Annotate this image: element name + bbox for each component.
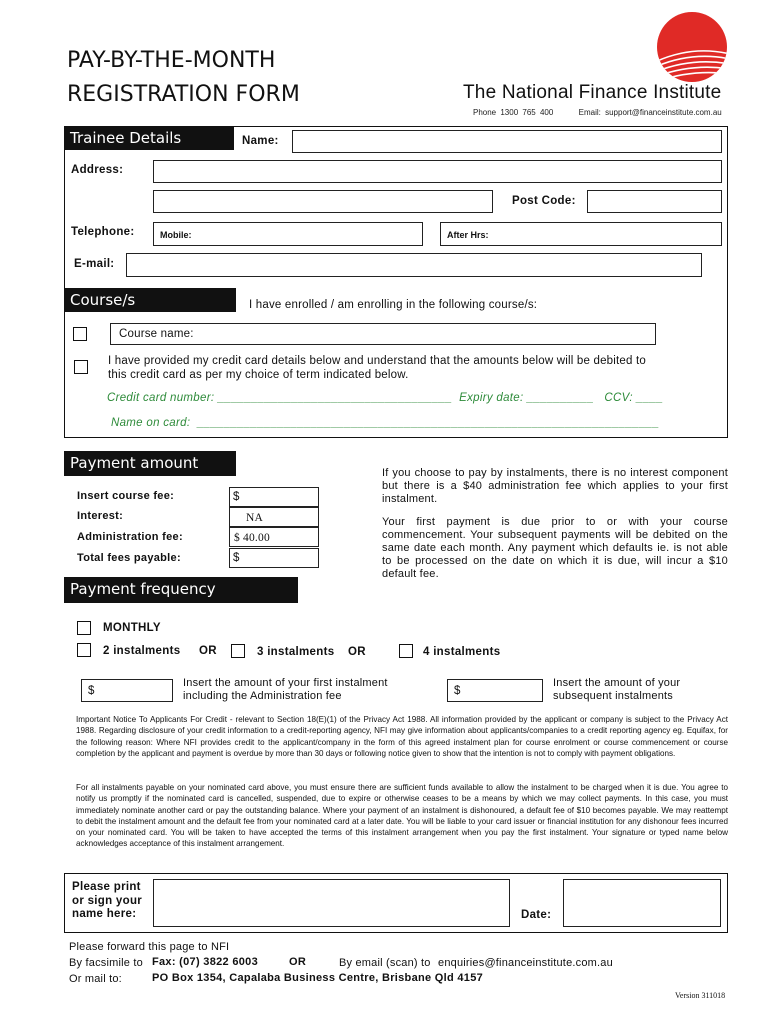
nfi-logo-icon	[655, 10, 730, 85]
trainee-details-heading: Trainee Details	[64, 126, 234, 150]
first-instalment-value: $	[88, 685, 95, 697]
consent-checkbox[interactable]	[74, 360, 88, 374]
total-fees-label: Total fees payable:	[77, 552, 181, 564]
mobile-input[interactable]	[153, 222, 423, 246]
footer-email[interactable]: enquiries@financeinstitute.com.au	[438, 957, 613, 969]
address-input-line1[interactable]	[153, 160, 722, 183]
course-fee-label: Insert course fee:	[77, 490, 175, 502]
courses-intro: I have enrolled / am enrolling in the following course/s:	[249, 299, 538, 311]
form-title-line2: REGISTRATION FORM	[67, 82, 300, 107]
course-fee-value: $	[233, 491, 240, 503]
email-prefix: By email (scan) to	[339, 957, 431, 969]
courses-heading: Course/s	[64, 288, 236, 312]
postcode-input[interactable]	[587, 190, 722, 213]
date-label: Date:	[521, 909, 552, 921]
total-fees-input[interactable]	[229, 548, 319, 568]
fax-number: Fax: (07) 3822 6003	[152, 956, 258, 968]
course-fee-input[interactable]	[229, 487, 319, 507]
first-instalment-input[interactable]	[81, 679, 173, 702]
instalment-info-1: If you choose to pay by instalments, there is no interest component but there is a $40 administration fee which applies to your first instalment.	[382, 467, 728, 505]
signature-input[interactable]	[153, 879, 510, 927]
telephone-label: Telephone:	[71, 226, 135, 238]
date-input[interactable]	[563, 879, 721, 927]
admin-fee-box	[229, 527, 319, 547]
three-instalments-label: 3 instalments	[257, 646, 335, 658]
monthly-checkbox[interactable]	[77, 621, 91, 635]
total-fees-value: $	[233, 552, 240, 564]
course-name-input[interactable]	[110, 323, 656, 345]
monthly-label: MONTHLY	[103, 622, 161, 634]
two-instalments-checkbox[interactable]	[77, 643, 91, 657]
instalment-terms: For all instalments payable on your nominated card above, you must ensure there are sufficient funds available to allow the instalment to be charged when it is due. You agree to notify us promptly if the nominated card is cancelled, suspended, due to expire or otherwise ceases to be a means by which we may collect payments. In this case, you must immediately nominate another card or pay the outstanding balance. Where your payment of an instalment is dishonoured, a default fee of $10 becomes payable. We may reattempt to debit the instalment amount and the default fee from your nominated card at a later date. You will be liable to your card issuer or financial institution for any dishonour fees incurred on your nominated card. You will be taken to have accepted the terms of this instalment arrangement when you pay the first instalment. Your signature or typed name below acknowledges acceptance of this instalment arrangement.	[76, 783, 728, 849]
or-label-1: OR	[199, 645, 217, 657]
first-instalment-label: Insert the amount of your first instalment including the Administration fee	[183, 677, 388, 702]
mail-prefix: Or mail to:	[69, 973, 122, 985]
email-input[interactable]	[126, 253, 702, 277]
form-title-line1: PAY-BY-THE-MONTH	[67, 48, 276, 73]
interest-label: Interest:	[77, 510, 124, 522]
mobile-label: Mobile:	[160, 230, 192, 240]
footer-or: OR	[289, 956, 307, 968]
privacy-notice: Important Notice To Applicants For Credit - relevant to Section 18(E)(1) of the Privacy Act 1988. All information provided by the applicant or company is subject to the Privacy Act 1988. Regarding disclosure of your credit information to a credit-reporting agency, NFI may give information about applicants/companies to a credit reporting agency eg. Equifax, for the following reason: Where NFI provides credit to the applicant/company in the form of this agreed instalment plan for course enrolment or course commencement or course completion by the applicant and payment is overdue by more than 30 days or following notice given to show that the intention is not to comply with payment obligations.	[76, 715, 728, 758]
address-input-line2[interactable]	[153, 190, 493, 213]
contact-phone: Phone 1300 765 400	[473, 108, 554, 117]
forward-instruction: Please forward this page to NFI	[69, 941, 230, 953]
contact-line	[473, 108, 722, 117]
contact-email: Email: support@financeinstitute.com.au	[578, 108, 722, 117]
postcode-label: Post Code:	[512, 195, 576, 207]
consent-text-line1: I have provided my credit card details below and understand that the amounts below will be debited to	[108, 355, 647, 367]
address-label: Address:	[71, 164, 124, 176]
admin-fee-value: $ 40.00	[234, 532, 270, 544]
or-label-2: OR	[348, 646, 366, 658]
four-instalments-checkbox[interactable]	[399, 644, 413, 658]
instalment-info-2: Your first payment is due prior to or with your course commencement. Your subsequent payments will be debited on the same date each month. Any payment which defaults ie. is not able to be processed on the date on which it is due, will incur a $10 default fee.	[382, 516, 728, 580]
credit-card-line[interactable]: Credit card number: ___________________________________ Expiry date: __________ CCV: ____	[107, 392, 664, 404]
name-input[interactable]	[292, 130, 722, 153]
afterhrs-input[interactable]	[440, 222, 722, 246]
name-on-card-line[interactable]: Name on card: _____________________________________________________________________	[111, 417, 660, 429]
two-instalments-label: 2 instalments	[103, 645, 181, 657]
consent-text	[108, 354, 646, 382]
interest-value: NA	[246, 512, 264, 524]
payment-amount-heading: Payment amount	[64, 451, 236, 476]
course-name-label: Course name:	[119, 328, 194, 340]
mail-address: PO Box 1354, Capalaba Business Centre, Brisbane Qld 4157	[152, 972, 484, 984]
brand-name: The National Finance Institute	[463, 82, 722, 103]
name-label: Name:	[242, 135, 279, 147]
interest-value-box	[229, 507, 319, 527]
course-checkbox[interactable]	[73, 327, 87, 341]
version-label: Version 311018	[675, 991, 726, 1000]
three-instalments-checkbox[interactable]	[231, 644, 245, 658]
subsequent-instalment-input[interactable]	[447, 679, 543, 702]
payment-frequency-heading: Payment frequency	[64, 577, 298, 603]
subsequent-instalment-value: $	[454, 685, 461, 697]
email-label: E-mail:	[74, 258, 115, 270]
four-instalments-label: 4 instalments	[423, 646, 501, 658]
fax-prefix: By facsimile to	[69, 957, 143, 969]
signature-label: Please print or sign your name here:	[72, 881, 143, 920]
admin-fee-label: Administration fee:	[77, 531, 183, 543]
form-title	[67, 44, 300, 112]
consent-text-line2: this credit card as per my choice of term indicated below.	[108, 369, 409, 381]
subsequent-instalment-label: Insert the amount of your subsequent instalments	[553, 677, 681, 702]
afterhrs-label: After Hrs:	[447, 230, 489, 240]
